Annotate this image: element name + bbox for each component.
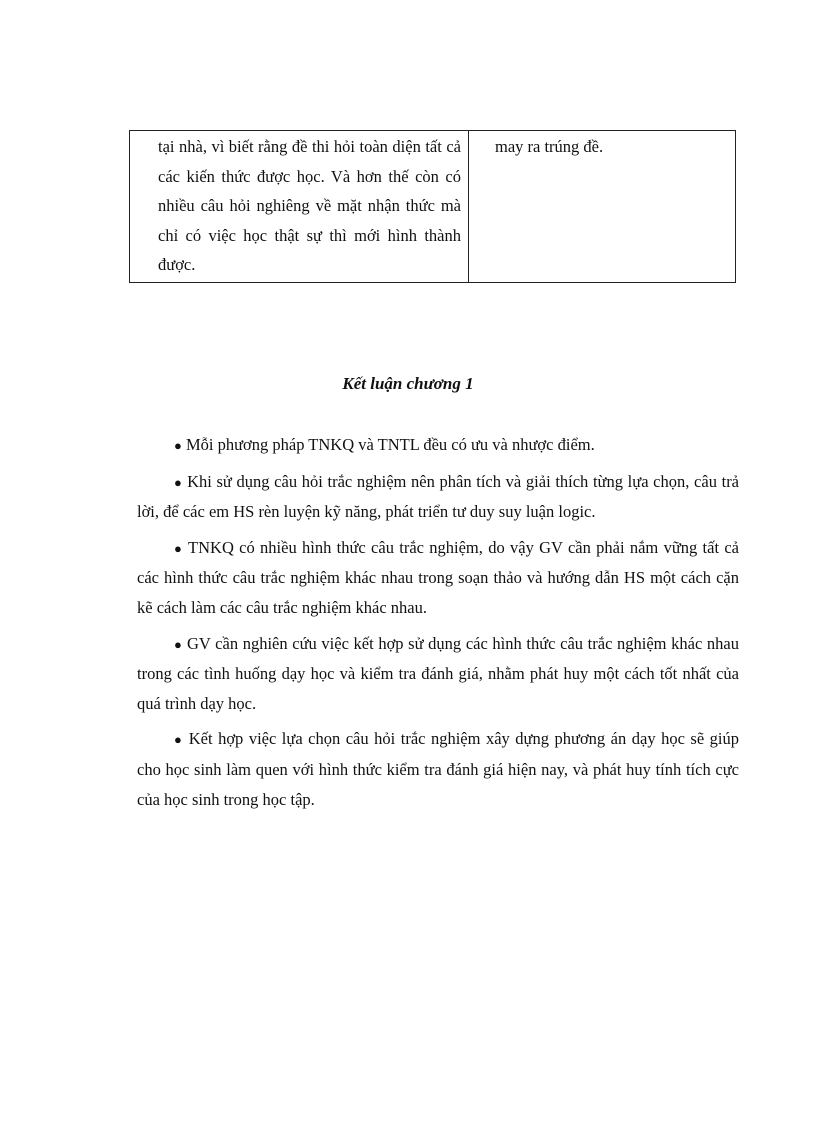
conclusion-point-5	[137, 724, 739, 814]
bullet-icon: ●	[174, 636, 183, 652]
bullet-icon: ●	[174, 732, 184, 748]
table-row	[130, 131, 736, 283]
bullet-icon: ●	[174, 438, 182, 453]
conclusion-point-3	[137, 533, 739, 623]
conclusion-list	[137, 430, 739, 820]
conclusion-point-2	[137, 467, 739, 527]
table-cell-right: may ra trúng đề.	[469, 131, 736, 283]
comparison-table	[129, 130, 736, 283]
conclusion-point-1	[137, 430, 739, 461]
bullet-icon: ●	[174, 540, 184, 556]
point-text: GV cần nghiên cứu việc kết hợp sử dụng các hình thức câu trắc nghiệm khác nhau trong các tình huống dạy học và kiểm tra đánh giá, nhằm phát huy một cách tốt nhất của quá trình dạy học.	[137, 633, 740, 713]
conclusion-point-4	[137, 629, 739, 719]
section-heading: Kết luận chương 1	[342, 374, 474, 393]
bullet-icon: ●	[174, 474, 183, 490]
point-text: Khi sử dụng câu hỏi trắc nghiệm nên phân tích và giải thích từng lựa chọn, câu trả lời, để các em HS rèn luyện kỹ năng, phát triển tư duy suy luận logic.	[137, 471, 740, 522]
point-text: TNKQ có nhiều hình thức câu trắc nghiệm, do vậy GV cần phải nắm vững tất cả các hình thức câu trắc nghiệm khác nhau trong soạn thảo và hướng dẫn HS một cách cặn kẽ cách làm các câu trắc nghiệm khác nhau.	[137, 537, 739, 617]
point-text: Mỗi phương pháp TNKQ và TNTL đều có ưu và nhược điểm.	[185, 435, 595, 454]
point-text: Kết hợp việc lựa chọn câu hỏi trắc nghiệm xây dựng phương án dạy học sẽ giúp cho học sinh làm quen với hình thức kiểm tra đánh giá hiện nay, và phát huy tính tích cực của học sinh trong học tập.	[137, 729, 739, 809]
table-cell-left: tại nhà, vì biết rằng đề thi hỏi toàn diện tất cả các kiến thức được học. Và hơn thế còn có nhiều câu hỏi nghiêng về mặt nhận thức mà chỉ có việc học thật sự thì mới hình thành được.	[130, 131, 469, 283]
